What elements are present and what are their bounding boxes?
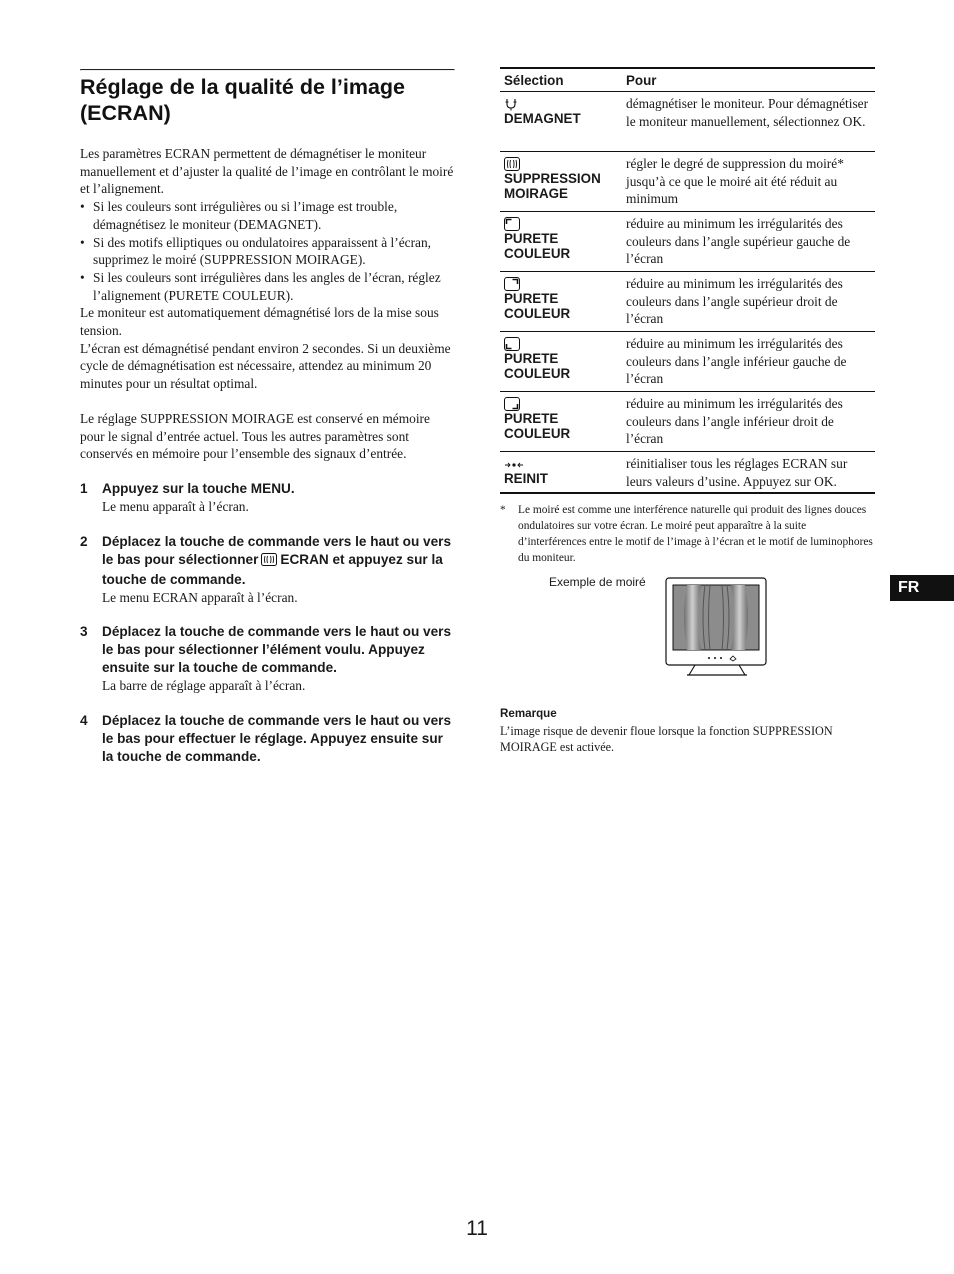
selection-label: SUPPRESSION MOIRAGE <box>504 171 601 201</box>
step-instruction-part: ECRAN et appuyez sur la touche de commande. <box>102 551 443 587</box>
title-rule <box>80 69 455 71</box>
intro-paragraph: Les paramètres ECRAN permettent de démagnétiser le moniteur manuellement et d’ajuster la qualité de l’image en contrôlant le moiré et l’alignement. <box>80 146 454 197</box>
selection-label: PURETE COULEUR <box>504 411 571 441</box>
column-header-selection: Sélection <box>500 68 622 92</box>
bullet-item: • Si les couleurs sont irrégulières dans les angles de l’écran, réglez l’alignement (PURETE COULEUR). <box>80 269 455 304</box>
page-title: Réglage de la qualité de l’image (ECRAN) <box>80 75 405 125</box>
remark-title: Remarque <box>500 707 557 720</box>
step-3 <box>80 623 455 695</box>
selection-description: réinitialiser tous les réglages ECRAN sur leurs valeurs d’usine. Appuyez sur OK. <box>622 452 875 494</box>
selection-description: réduire au minimum les irrégularités des couleurs dans l’angle supérieur gauche de l’écran <box>622 212 875 272</box>
language-tab: FR <box>890 575 954 601</box>
step-instruction-part: Déplacez la touche de commande vers le haut ou vers le bas pour sélectionner <box>102 533 452 567</box>
intro-section <box>80 145 455 463</box>
corner-bottom-left-icon <box>504 337 618 351</box>
table-row <box>500 212 875 272</box>
step-result: Le menu apparaît à l’écran. <box>102 498 249 514</box>
selection-label: DEMAGNET <box>504 111 581 126</box>
table-row <box>500 272 875 332</box>
selection-description: réduire au minimum les irrégularités des couleurs dans l’angle inférieur gauche de l’écran <box>622 332 875 392</box>
ecran-menu-icon <box>261 553 277 571</box>
table-row <box>500 332 875 392</box>
step-number: 4 <box>80 713 88 729</box>
step-result: Le menu ECRAN apparaît à l’écran. <box>102 589 298 605</box>
corner-top-right-icon <box>504 277 618 291</box>
selection-description: démagnétiser le moniteur. Pour démagnétiser le moniteur manuellement, sélectionnez OK. <box>622 92 875 152</box>
step-instruction: Déplacez la touche de commande vers le haut ou vers le bas pour effectuer le réglage. Appuyez ensuite sur la touche de commande. <box>102 713 452 765</box>
demag-duration-note: L’écran est démagnétisé pendant environ 2 secondes. Si un deuxième cycle de démagnétisation est nécessaire, attendez au minimum 20 minutes pour un résultat optimal. <box>80 340 451 392</box>
selection-label: PURETE COULEUR <box>504 291 571 321</box>
footnote-text: Le moiré est comme une interférence naturelle qui produit des lignes douces ondulatoires sur votre écran. Le moiré peut apparaître à la suite d’interférences entre le motif de l’image à l’écran et le motif de luminophores du moniteur. <box>518 504 873 565</box>
page-number: 11 <box>466 1217 488 1240</box>
step-number: 2 <box>80 533 88 549</box>
selection-description: réduire au minimum les irrégularités des couleurs dans l’angle inférieur droit de l’écran <box>622 392 875 452</box>
moire-example-monitor-illustration <box>665 577 771 681</box>
selection-table <box>500 67 875 494</box>
table-header-row <box>500 68 875 92</box>
step-1 <box>80 480 455 516</box>
step-4 <box>80 712 455 766</box>
footnote-mark: * <box>500 504 506 517</box>
moire-example-caption: Exemple de moiré <box>549 575 646 589</box>
step-instruction <box>102 533 455 589</box>
corner-bottom-right-icon <box>504 397 618 411</box>
selection-label: PURETE COULEUR <box>504 231 571 261</box>
moire-footnote <box>500 502 875 566</box>
memory-note: Le réglage SUPPRESSION MOIRAGE est conservé en mémoire pour le signal d’entrée actuel. Tous les autres paramètres sont conservés en mémoire pour l’ensemble des signaux d’entrée. <box>80 410 430 462</box>
right-column <box>500 67 875 754</box>
table-row <box>500 152 875 212</box>
remark-text: L’image risque de devenir floue lorsque la fonction SUPPRESSION MOIRAGE est activée. <box>500 724 833 754</box>
step-instruction: Appuyez sur la touche MENU. <box>102 480 295 496</box>
table-row <box>500 92 875 152</box>
column-header-pour: Pour <box>622 68 875 92</box>
table-row <box>500 392 875 452</box>
corner-top-left-icon <box>504 217 618 231</box>
selection-label: PURETE COULEUR <box>504 351 571 381</box>
step-number: 3 <box>80 624 88 640</box>
step-result: La barre de réglage apparaît à l’écran. <box>102 678 306 694</box>
table-row <box>500 452 875 494</box>
step-instruction: Déplacez la touche de commande vers le haut ou vers le bas pour sélectionner l’élément voulu. Appuyez ensuite sur la touche de commande. <box>102 624 452 676</box>
bullet-item: • Si des motifs elliptiques ou ondulatoires apparaissent à l’écran, supprimez le moiré (SUPPRESSION MOIRAGE). <box>80 234 455 269</box>
selection-description: régler le degré de suppression du moiré* jusqu’à ce que le moiré ait été réduit au minimum <box>622 152 875 212</box>
demagnet-icon <box>504 97 618 111</box>
auto-demag-note: Le moniteur est automatiquement démagnétisé lors de la mise sous tension. <box>80 305 439 339</box>
reset-icon <box>504 457 618 471</box>
bullet-item: • Si les couleurs sont irrégulières ou si l’image est trouble, démagnétisez le moniteur (DEMAGNET). <box>80 198 455 233</box>
intro-bullets <box>80 198 455 304</box>
selection-description: réduire au minimum les irrégularités des couleurs dans l’angle supérieur droit de l’écran <box>622 272 875 332</box>
moire-icon <box>504 157 618 171</box>
left-column <box>80 69 455 766</box>
step-number: 1 <box>80 480 88 496</box>
step-2 <box>80 533 455 607</box>
selection-label: REINIT <box>504 471 548 486</box>
